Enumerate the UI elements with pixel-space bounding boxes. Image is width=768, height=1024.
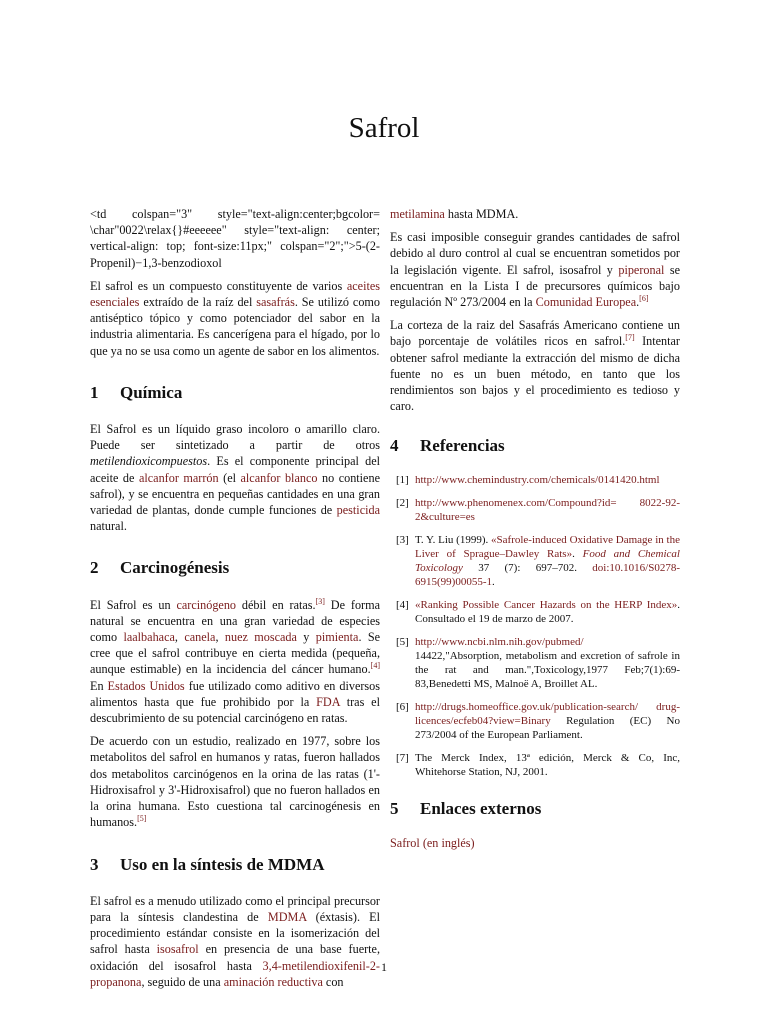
- citation-6[interactable]: [6]: [639, 293, 649, 303]
- link-comunidad-europea[interactable]: Comunidad Europea: [535, 295, 637, 310]
- reference-item: [4] «Ranking Possible Cancer Hazards on the HERP Index». Consultado el 19 de marzo de 2007.: [396, 598, 680, 625]
- link-canela[interactable]: canela: [184, 630, 216, 645]
- section-heading-referencias: 4 Referencias: [390, 436, 505, 456]
- link-piperonal[interactable]: piperonal: [618, 262, 665, 277]
- reference-item: [6] http://drugs.homeoffice.gov.uk/publication-search/ drug-licences/ecfeb04?view=Binary Regulation (EC) No 273/2004 of the European Parliament.: [396, 700, 680, 741]
- reference-link[interactable]: http://www.phenomenex.com/Compound?id= 8022-92-2&culture=es: [415, 496, 680, 523]
- citation-7[interactable]: [7]: [625, 333, 635, 343]
- right-column: [390, 206, 680, 858]
- reference-item: [3] T. Y. Liu (1999). «Safrole-induced Oxidative Damage in the Liver of Sprague–Dawley Rats». Food and Chemical Toxicology 37 (7): 697–702. doi:10.1016/S0278-6915(99)00055-1.: [396, 533, 680, 588]
- link-isosafrol[interactable]: isosafrol: [156, 942, 199, 957]
- reference-list: [390, 473, 680, 779]
- link-carcinogeno[interactable]: carcinógeno: [176, 597, 237, 612]
- citation-3[interactable]: [3]: [315, 596, 325, 606]
- mdma-paragraph-1: El safrol es a menudo utilizado como el principal precursor para la síntesis clandestina de MDMA (éxtasis). El procedimiento estándar consiste en la isomerización del safrol hasta isosafrol en presencia de una base fuerte, oxidación del isosafrol hasta 3,4-metilendioxifenil-2-propanona, seguido de una aminación reductiva con: [90, 893, 381, 989]
- citation-5[interactable]: [5]: [137, 814, 147, 824]
- link-nuez-moscada[interactable]: nuez moscada: [224, 630, 297, 645]
- link-aceites-esenciales[interactable]: aceites esenciales: [90, 278, 380, 310]
- reference-link[interactable]: «Safrole-induced Oxidative Damage in the Liver of Sprague–Dawley Rats»: [415, 533, 680, 560]
- reference-item: [5] http://www.ncbi.nlm.nih.gov/pubmed/ 14422,"Absorption, metabolism and excretion of safrole in the rat and man.",Toxicology,1977 Feb;7(1):69-83,Benedetti MS, Malnoë A, Broillet AL.: [396, 635, 680, 690]
- mdma-paragraph-1-continued: metilamina hasta MDMA.: [390, 207, 519, 221]
- link-metilamina[interactable]: metilamina: [390, 207, 445, 221]
- reference-link[interactable]: http://drugs.homeoffice.gov.uk/publication-search/ drug-licences/ecfeb04?view=Binary: [415, 700, 680, 727]
- reference-item: [7] The Merck Index, 13ª edición, Merck & Co, Inc, Whitehorse Station, NJ, 2001.: [396, 751, 680, 778]
- mdma-paragraph-2: Es casi imposible conseguir grandes cantidades de safrol debido al duro control al cual se encuentran sometidos por la legislación vigente. El safrol, isosafrol y piperonal se encuentran en la Lista I de precursores químicos bajo regulación Nº 273/2004 en la Comunidad Europea.[6]: [390, 230, 680, 310]
- link-propanona[interactable]: 3,4-metilendioxifenil-2-propanona: [90, 958, 380, 989]
- journal-name: Food and Chemical Toxicology: [415, 547, 680, 574]
- intro-raw-markup: <td colspan="3" style="text-align:center;bgcolor= \char"0022\relax{}#eeeeee" style="text-align: center; vertical-align: top; font-size:11px;" colspan="2";">5-(2-Propenil)−1,3-benzodioxol: [90, 207, 380, 270]
- reference-item: [2] http://www.phenomenex.com/Compound?id= 8022-92-2&culture=es: [396, 496, 680, 523]
- link-alcanfor-blanco[interactable]: alcanfor blanco: [240, 470, 318, 485]
- link-estados-unidos[interactable]: Estados Unidos: [107, 678, 185, 693]
- section-heading-quimica: 1 Química: [90, 382, 183, 402]
- carcino-paragraph-1: El Safrol es un carcinógeno débil en ratas.[3] De forma natural se encuentra en una gran variedad de especies como laalbahaca, canela, nuez moscada y pimienta. Se cree que el safrol contribuye en cierta medida (pequeña, aunque estimable) en la incidencia del cáncer humano.[4] En Estados Unidos fue utilizado como aditivo en diversos alimentos hasta que fue prohibido por la FDA tras el descubrimiento de su potencial carcinógeno en ratas.: [90, 596, 381, 726]
- reference-link[interactable]: «Ranking Possible Cancer Hazards on the HERP Index»: [415, 598, 678, 611]
- link-alcanfor-marron[interactable]: alcanfor marrón: [138, 470, 219, 485]
- page-number: 1: [381, 960, 387, 974]
- intro-paragraph: El safrol es un compuesto constituyente de varios aceites esenciales extraído de la raíz del sasafrás. Se utilizó como antiséptico tópico y como potenciador del sabor en la industria alimentaria. Es cancerígena para el hígado, por lo que ya no se usa como un agente de sabor en los alimentos.: [90, 278, 381, 358]
- carcino-paragraph-2: De acuerdo con un estudio, realizado en 1977, sobre los metabolitos del safrol en humanos y ratas, fueron hallados dos metabolitos carcinógenos en la orina de las ratas (1'-Hidroxisafrol y 3'-Hidroxisafrol) que no fueron hallados en la orina humana. Esto cuestiona tal carcinogénesis en humanos.[5]: [90, 734, 380, 830]
- section-heading-carcinogenesis: 2 Carcinogénesis: [90, 558, 230, 578]
- link-fda[interactable]: FDA: [316, 694, 340, 709]
- citation-4[interactable]: [4]: [370, 661, 380, 671]
- left-column: [90, 206, 380, 997]
- reference-link[interactable]: http://www.chemindustry.com/chemicals/0141420.html: [415, 473, 660, 486]
- doi-link[interactable]: doi:10.1016/S0278-6915(99)00055-1: [415, 561, 680, 588]
- link-aminacion-reductiva[interactable]: aminación reductiva: [223, 974, 323, 989]
- link-mdma[interactable]: MDMA: [267, 909, 307, 924]
- link-pesticida[interactable]: pesticida: [336, 503, 380, 518]
- link-sasafras[interactable]: sasafrás: [256, 295, 295, 310]
- external-links-paragraph: [390, 835, 680, 851]
- quimica-paragraph: El Safrol es un líquido graso incoloro o amarillo claro. Puede ser sintetizado a partir de otros metilendioxicompuestos. Es el componente principal del aceite de alcanfor marrón (el alcanfor blanco no contiene safrol), y se encuentra en pequeñas cantidades en una gran variedad de plantas, donde cumple funciones de pesticida natural.: [90, 422, 380, 534]
- mdma-paragraph-3: La corteza de la raiz del Sasafrás Americano contiene un bajo porcentaje de volátiles ricos en safrol.[7] Intentar obtener safrol mediante la extracción del mismo de dicha fuente no es un buen método, en tanto que los rendimientos son bajos y el procedimiento es tedioso y caro.: [390, 318, 680, 414]
- link-pimienta[interactable]: pimienta: [315, 630, 359, 645]
- reference-link[interactable]: http://www.ncbi.nlm.nih.gov/pubmed/: [415, 635, 584, 648]
- page-title: Safrol: [348, 112, 420, 144]
- link-laalbahaca[interactable]: laalbahaca: [123, 630, 175, 645]
- section-heading-mdma: 3 Uso en la síntesis de MDMA: [90, 854, 325, 874]
- reference-item: [1] http://www.chemindustry.com/chemicals/0141420.html: [396, 473, 660, 486]
- section-heading-enlaces-externos: 5 Enlaces externos: [390, 798, 542, 818]
- external-link-safrol[interactable]: Safrol (en inglés): [390, 835, 475, 850]
